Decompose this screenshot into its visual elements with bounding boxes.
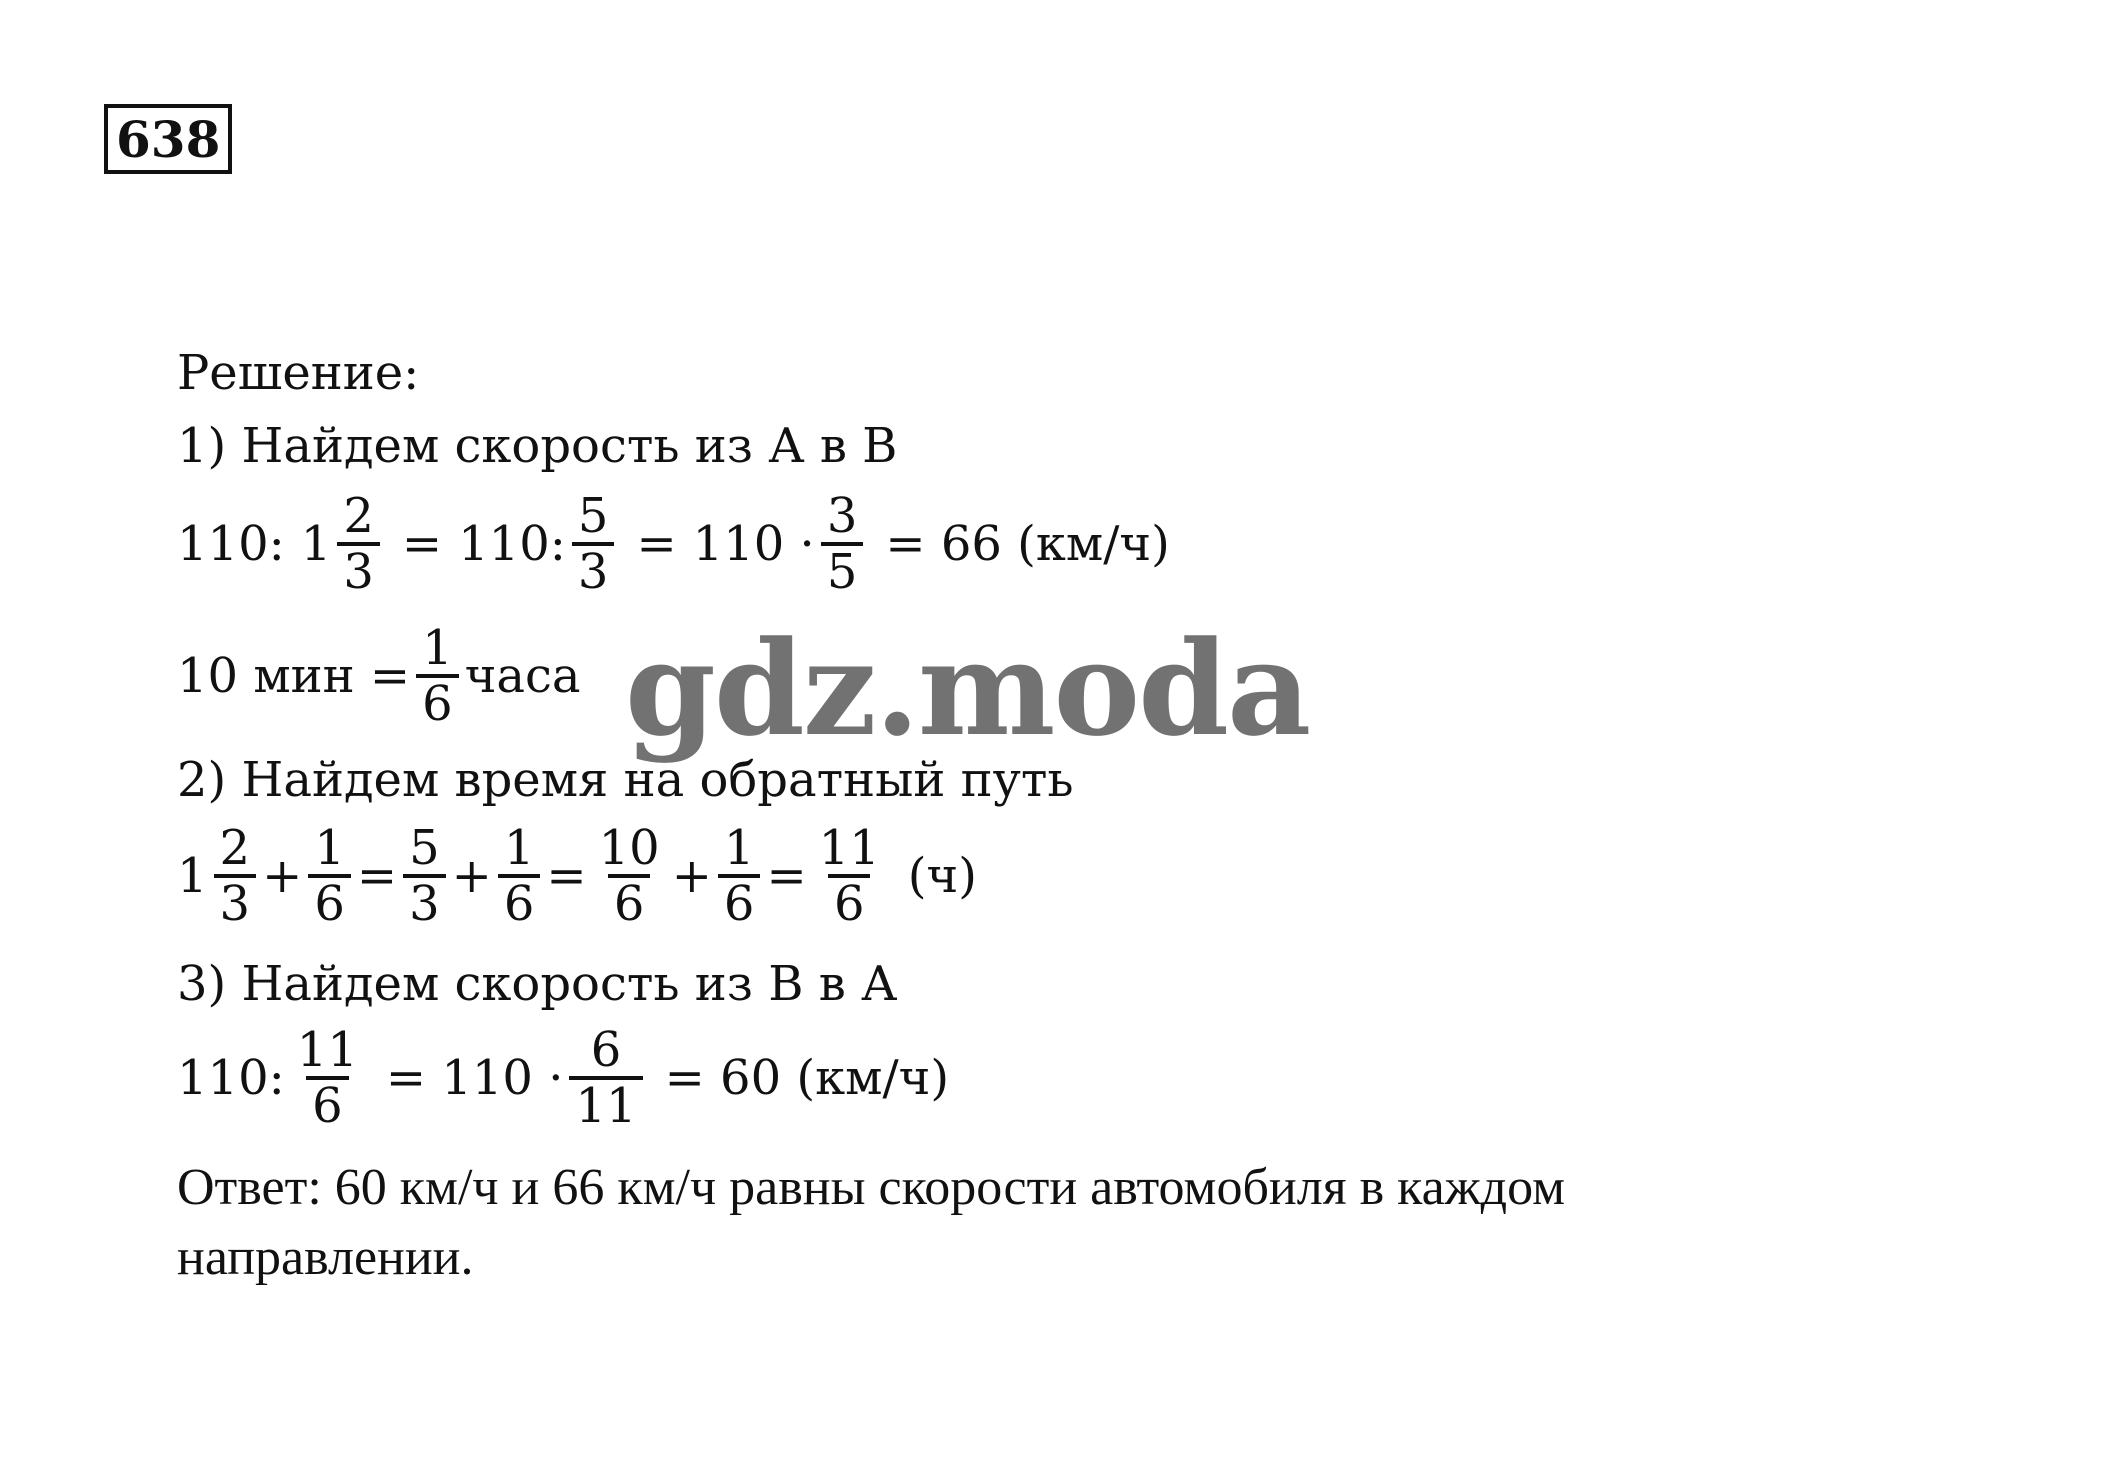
eq-term: = <box>546 848 587 904</box>
fraction: $\frac{11}{6}$ <box>818 820 880 932</box>
eq-term: = 110 · <box>385 1050 564 1106</box>
watermark: gdz.moda <box>625 612 1310 765</box>
fraction: $\frac{10}{6}$ <box>598 820 660 932</box>
eq-term: 1 <box>300 516 332 572</box>
fraction: $\frac{1}{6}$ <box>498 822 541 930</box>
step1-equation <box>177 490 1170 598</box>
eq-term: = <box>636 516 677 572</box>
eq-term: 1 <box>177 848 208 904</box>
fraction: $\frac{3}{5}$ <box>821 490 864 598</box>
fraction: $\frac{1}{6}$ <box>718 822 761 930</box>
eq-term: 110: <box>177 1050 285 1106</box>
step3-title: 3) Найдем скорость из В в А <box>177 956 898 1012</box>
eq-term: 110: <box>177 516 285 572</box>
answer-text: Ответ: 60 км/ч и 66 км/ч равны скорости автомобиля в каждом направлении. <box>177 1159 1566 1286</box>
eq-term: + <box>451 848 492 904</box>
minutes-conversion <box>177 622 581 730</box>
fraction: $\frac{2}{3}$ <box>337 490 380 598</box>
eq-unit: (ч) <box>907 848 977 904</box>
fraction: $\frac{1}{6}$ <box>416 622 459 730</box>
eq-term: + <box>671 848 712 904</box>
fraction: $\frac{5}{3}$ <box>403 822 446 930</box>
eq-term: + <box>262 848 303 904</box>
eq-term: 110 · <box>692 516 815 572</box>
eq-term: = <box>766 848 807 904</box>
fraction: $\frac{6}{11}$ <box>569 1024 642 1132</box>
step3-equation <box>177 1024 949 1132</box>
eq-term: = <box>356 848 398 904</box>
eq-term: 10 мин = <box>177 648 411 704</box>
eq-term: = <box>401 516 443 572</box>
eq-result: = 60 (км/ч) <box>664 1050 950 1106</box>
step2-title: 2) Найдем время на обратный путь <box>177 752 1074 808</box>
solution-heading: Решение: <box>177 345 420 401</box>
problem-number: 638 <box>104 104 232 174</box>
eq-term: часа <box>464 648 581 704</box>
step2-equation <box>177 822 977 930</box>
eq-result: = 66 (км/ч) <box>885 516 1170 572</box>
step1-title: 1) Найдем скорость из А в В <box>177 418 898 474</box>
eq-term: 110: <box>458 516 566 572</box>
fraction: $\frac{5}{3}$ <box>572 490 615 598</box>
fraction: $\frac{1}{6}$ <box>308 822 351 930</box>
fraction: $\frac{2}{3}$ <box>214 822 257 930</box>
fraction: $\frac{11}{6}$ <box>296 1022 358 1134</box>
